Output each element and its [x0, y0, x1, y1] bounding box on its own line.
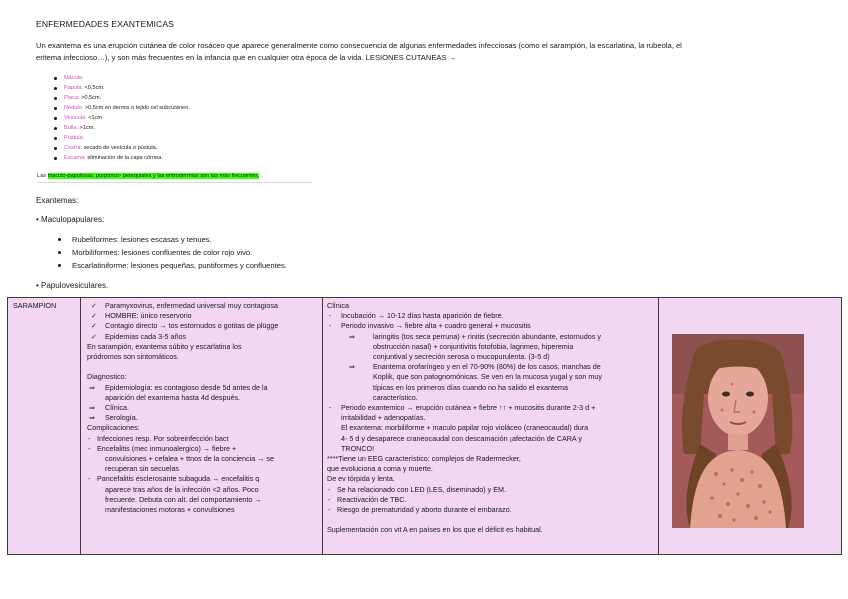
- divider: [37, 182, 312, 183]
- cell-line: obstrucción nasal) + conjuntivitis fotofobia, lagrimeo, hiperemia: [373, 341, 574, 351]
- cell-line: ✓ Epidemias cada 3-5 años: [87, 332, 329, 342]
- cell-line: ✓ Paramyxovirus, enfermedad universal muy contagiosa: [87, 301, 329, 311]
- lesion-term: Placa:: [64, 95, 80, 101]
- cell-line: irritabilidad + adenopatías.: [341, 413, 426, 423]
- cell-line: recuperan sin secuelas: [105, 464, 179, 474]
- clinical-cell: [327, 301, 657, 536]
- lesion-item: [54, 123, 190, 133]
- lesion-list: [54, 73, 190, 163]
- list-item: Rubeliformes: lesiones escasas y tenues.: [58, 233, 287, 246]
- cell-line: característico.: [373, 392, 418, 402]
- patient-photo: [672, 334, 804, 528]
- cell-line: TRONCO!: [341, 443, 375, 453]
- cell-line: Suplementación con vit A en países en los que el déficit es habitual.: [327, 525, 543, 535]
- lesion-desc: >1cm.: [78, 125, 95, 131]
- lesion-term: Mácula.: [64, 75, 84, 81]
- highlight-sentence: [37, 172, 259, 180]
- cell-line: ****Tiene un EEG característico: complejos de Radermecker,: [327, 454, 521, 464]
- cell-line: Diagnostico:: [87, 372, 127, 382]
- lesion-item: [54, 93, 190, 103]
- cell-line: - Riesgo de prematuridad y aborto durante el embarazo.: [327, 505, 657, 515]
- lesion-desc: <1cm.: [86, 115, 104, 121]
- lesion-term: Pústula.: [64, 135, 85, 141]
- lesion-item: [54, 73, 190, 83]
- lesion-item: [54, 133, 190, 143]
- intro-line: eritema infeccioso…), y son más frecuentes en la infancia que en cualquier otra época de la vida. LESIONES CUTANEAS →: [36, 53, 457, 62]
- highlight-prefix: Las: [37, 173, 48, 179]
- lesion-item: [54, 113, 190, 123]
- cell-line: [327, 515, 657, 525]
- lesion-item: [54, 143, 190, 153]
- cell-line: manifestaciones motoras + convulsiones: [105, 505, 235, 515]
- cell-line: - Periodo invasivo → fiebre alta + cuadro general + mucositis: [327, 321, 657, 331]
- intro-paragraph: [36, 40, 816, 64]
- lesion-term: Costra:: [64, 145, 83, 151]
- cell-line: ⇒ Serología.: [87, 413, 329, 423]
- papulovesiculares-heading: • Papulovesiculares.: [36, 281, 109, 290]
- lesion-desc: secado de vesícula o pústula.: [82, 145, 158, 151]
- cell-line: ⇒ Clínica.: [87, 403, 329, 413]
- maculopapulares-heading: • Maculopapulares:: [36, 215, 105, 224]
- cell-line: El exantema: morbiliforme + maculo papilar rojo violáceo (craneocaudal) dura: [341, 423, 589, 433]
- cell-line: - Encefalitis (mec inmunoalergico) → fiebre +: [87, 444, 329, 454]
- lesion-term: Nódulo:: [64, 105, 84, 111]
- lesion-desc: eliminación de la capa córnea.: [85, 155, 163, 161]
- intro-line: Un exantema es una erupción cutánea de color rosáceo que aparece generalmente como consecuencia de algunas enfermedades infecciosas (como el sarampión, la escarlatina, la rubeola, el: [36, 41, 682, 50]
- cell-line: ⇒ Epidemiología: es contagioso desde 5d antes de la: [87, 383, 329, 393]
- lesion-desc: >0,5cm en dermis o tejido cel subcutáneo.: [83, 105, 190, 111]
- cell-line: - Pancefalitis esclerosante subaguda → encefalitis q: [87, 474, 329, 484]
- etiology-cell: [87, 301, 329, 515]
- disease-name-cell: SARAMPION: [13, 301, 57, 310]
- cell-line: Clínica: [327, 301, 349, 310]
- cell-line: Complicaciones:: [87, 423, 140, 433]
- cell-line: ⇒ laringitis (tos seca perruna) + rinitis (secreción abundante, estornudos y: [327, 332, 657, 342]
- cell-line: ⇒ Enantema orofaríngeo y en el 70-90% (80%) de los casos, manchas de: [327, 362, 657, 372]
- cell-line: 4- 5 d y desaparece craneocaudal con descamación ¡afectación de CARA y: [341, 433, 582, 443]
- list-item: Morbiliformes: lesiones confluentes de color rojo vivo.: [58, 246, 287, 259]
- lesion-desc: >0,5cm.: [79, 95, 102, 101]
- cell-line: - Periodo exantemico → erupción cutánea + fiebre ↑↑ + mucositis durante 2-3 d +: [327, 403, 657, 413]
- cell-line: convulsiones + cefalea + ttnos de la conciencia → se: [105, 454, 275, 464]
- cell-line: En sarampión, exantema súbito y escarlatina los: [87, 341, 242, 351]
- cell-line: típicas en los primeros días cuando no ha salido el exantema: [373, 382, 568, 392]
- cell-line: pródromos son sintomáticos.: [87, 352, 179, 362]
- list-item: Escarlatiniforme: lesiones pequeñas, puntiformes y confluentes.: [58, 259, 287, 272]
- cell-line: ✓ HOMBRE: único reservorio: [87, 311, 329, 321]
- cell-line: - Se ha relacionado con LED (LES, diseminado) y EM.: [327, 485, 657, 495]
- lesion-item: [54, 103, 190, 113]
- document-title: ENFERMEDADES EXANTEMICAS: [36, 19, 175, 29]
- column-divider: [80, 298, 81, 554]
- cell-line: frecuente. Debuta con alt. del comportamiento →: [105, 494, 262, 504]
- lesion-term: Pápula:: [64, 85, 83, 91]
- lesion-item: [54, 153, 190, 163]
- cell-line: Koplik, que son patognomónicas. Se ven en la mucosa yugal y son muy: [373, 372, 602, 382]
- cell-line: - Infecciones resp. Por sobreinfección bact: [87, 434, 329, 444]
- highlighted-text: maculo-papulosas, purpúrico- petequiales y las eritrodermias son las más frecuentes.: [47, 173, 260, 179]
- cell-line: conjuntival y secreción serosa o mucopurulenta. (3-5 d): [373, 352, 550, 362]
- lesion-term: Escama:: [64, 155, 86, 161]
- cell-line: De ev tórpida y lenta.: [327, 474, 395, 484]
- column-divider: [658, 298, 659, 554]
- exantemas-heading: Exantemas:: [36, 196, 79, 205]
- cell-line: aparición del exantema hasta 4d después.: [105, 392, 241, 402]
- cell-line: - Incubación → 10-12 días hasta aparición de fiebre.: [327, 311, 657, 321]
- lesion-desc: <0,5cm.: [82, 85, 105, 91]
- lesion-term: Bulla:: [64, 125, 78, 131]
- lesion-item: [54, 83, 190, 93]
- cell-line: que evoluciona a coma y muerte.: [327, 464, 433, 474]
- cell-line: [87, 362, 329, 372]
- lesion-term: Vesícula:: [64, 115, 87, 121]
- cell-line: aparece tras años de la infección <2 años. Poco: [105, 484, 259, 494]
- maculopapular-list: [58, 233, 287, 272]
- cell-line: ✓ Contagio directo → tos estornudos o gotitas de plügge: [87, 321, 329, 331]
- cell-line: - Reactivación de TBC.: [327, 495, 657, 505]
